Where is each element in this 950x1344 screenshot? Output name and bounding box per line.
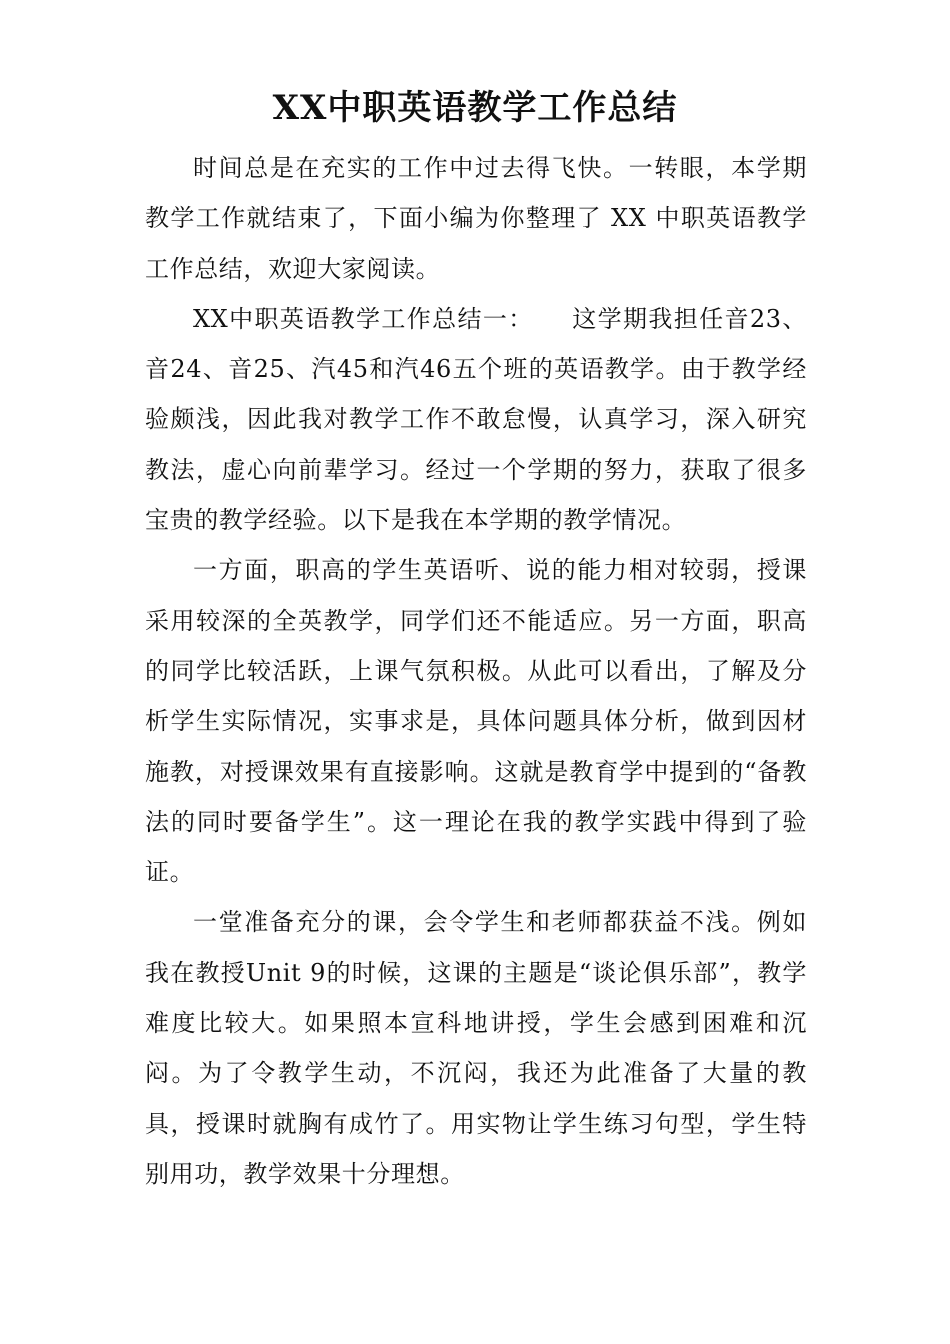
paragraph-4: 一堂准备充分的课，会令学生和老师都获益不浅。例如我在教授Unit 9的时候，这课的主题是“谈论俱乐部”，教学难度比较大。如果照本宣科地讲授，学生会感到困难和沉闷。为了令教学生动，不沉闷，我还为此准备了大量的教具，授课时就胸有成竹了。用实物让学生练习句型，学生特别用功，教学效果十分理想。 (145, 908, 807, 1188)
paragraph-3: 一方面，职高的学生英语听、说的能力相对较弱，授课采用较深的全英教学，同学们还不能适应。另一方面，职高的同学比较活跃，上课气氛积极。从此可以看出，了解及分析学生实际情况，实事求是，具体问题具体分析，做到因材施教，对授课效果有直接影响。这就是教育学中提到的“备教法的同时要备学生”。这一理论在我的教学实践中得到了验证。 (145, 556, 807, 887)
document-title: XX中职英语教学工作总结 (272, 88, 678, 128)
paragraph-1: 时间总是在充实的工作中过去得飞快。一转眼，本学期教学工作就结束了，下面小编为你整理了 XX 中职英语教学工作总结，欢迎大家阅读。 (145, 154, 807, 283)
paragraph-2: XX中职英语教学工作总结一： 这学期我担任音23、音24、音25、汽45和汽46五个班的英语教学。由于教学经验颇浅，因此我对教学工作不敢怠慢，认真学习，深入研究教法，虚心向前辈学习。经过一个学期的努力，获取了很多宝贵的教学经验。以下是我在本学期的教学情况。 (145, 304, 807, 535)
document-body (145, 143, 807, 1199)
